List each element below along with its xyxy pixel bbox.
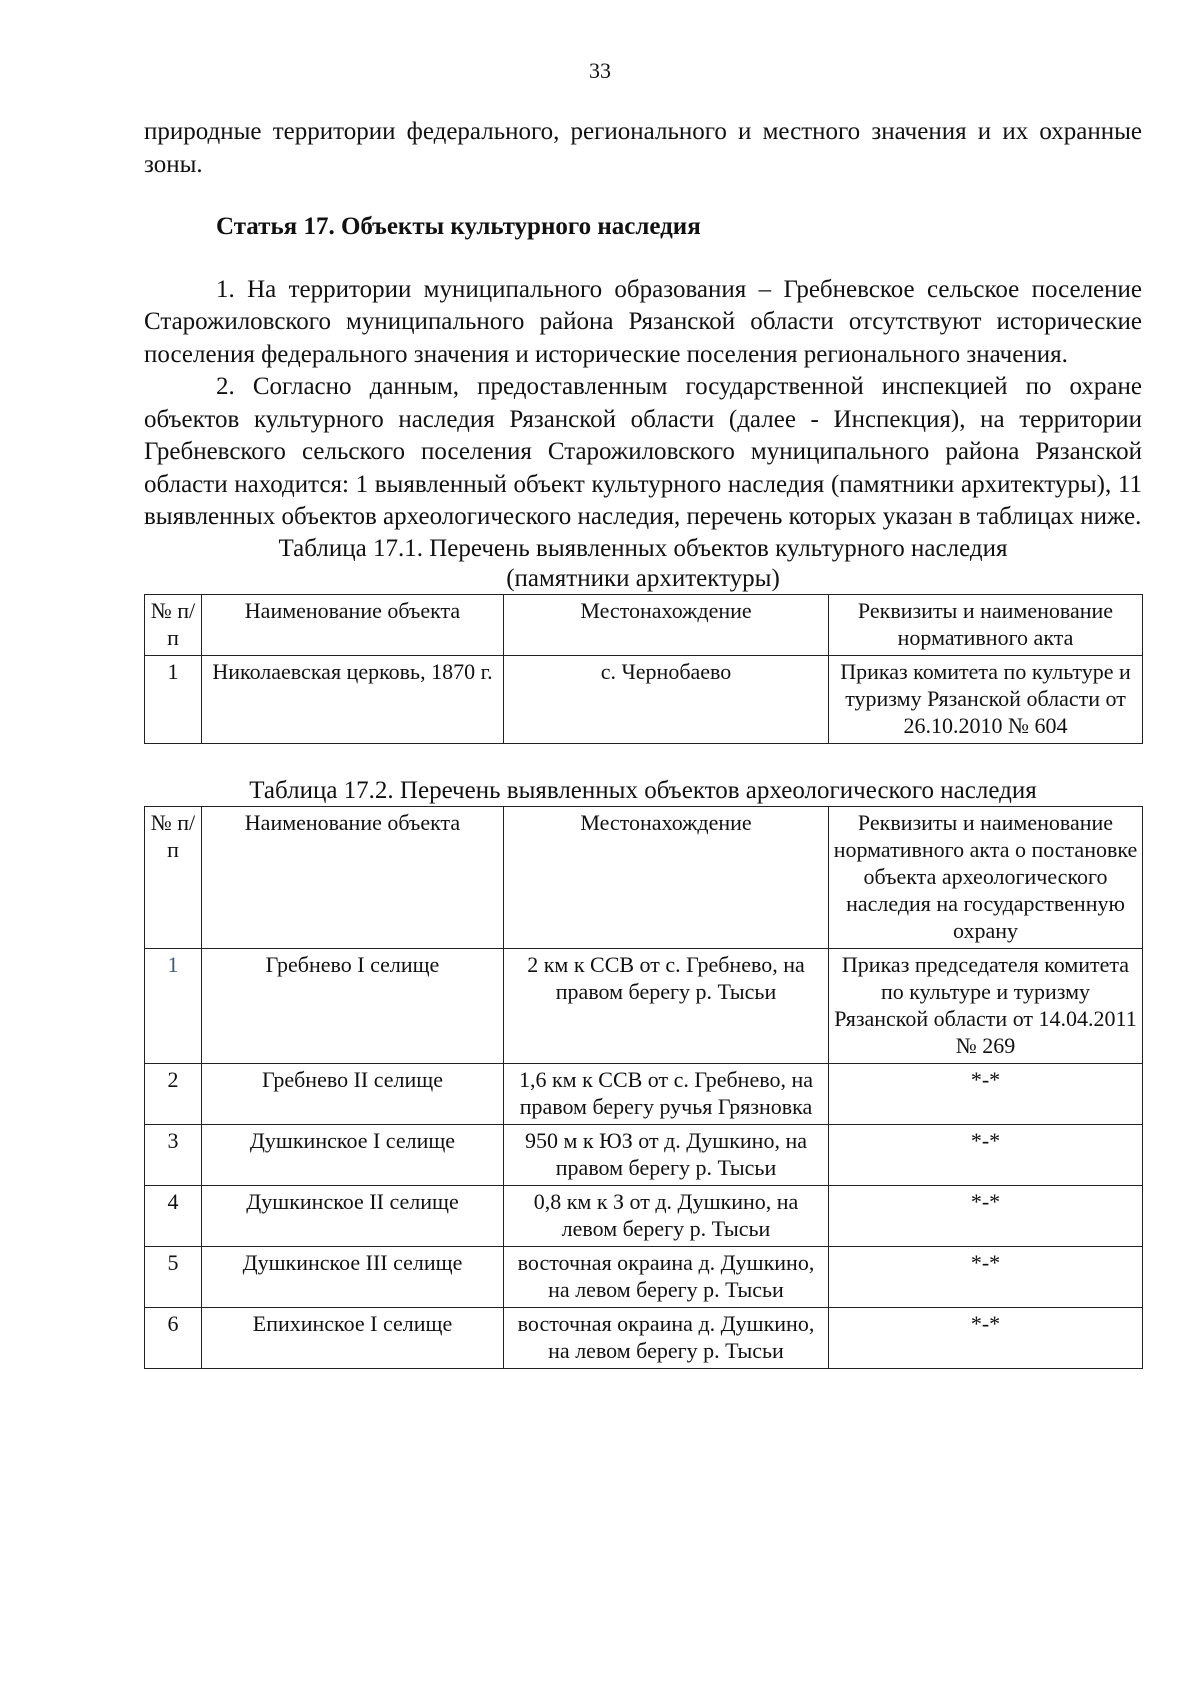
cell-number: 5 (145, 1246, 202, 1307)
cell-name: Душкинское II селище (202, 1185, 504, 1246)
table-archaeological-heritage (144, 806, 1143, 1369)
header-document: Реквизиты и наименование нормативного акта о постановке объекта археологического наследия на государственную охрану (829, 806, 1143, 948)
table-row (145, 1246, 1143, 1307)
cell-number: 1 (145, 655, 202, 743)
table-row (145, 1185, 1143, 1246)
cell-number: 6 (145, 1307, 202, 1368)
table-row (145, 655, 1143, 743)
page-content (144, 116, 1142, 1369)
table-header-row (145, 806, 1143, 948)
table-row (145, 948, 1143, 1063)
cell-name: Душкинское I селище (202, 1124, 504, 1185)
header-name: Наименование объекта (202, 806, 504, 948)
cell-location: 2 км к ССВ от с. Гребнево, на правом берегу р. Тысьи (504, 948, 829, 1063)
header-location: Местонахождение (504, 806, 829, 948)
table1-caption-sub: (памятники архитектуры) (506, 564, 780, 592)
paragraph-1: 1. На территории муниципального образования – Гребневское сельское поселение Старожиловского муниципального района Рязанской области отсутствуют исторические поселения федерального значения и исторические поселения регионального значения. (144, 275, 1142, 368)
table-row (145, 1063, 1143, 1124)
header-number: № п/п (145, 806, 202, 948)
cell-number: 3 (145, 1124, 202, 1185)
cell-name: Николаевская церковь, 1870 г. (202, 655, 504, 743)
table-architecture-monuments (144, 594, 1143, 744)
cell-number: 2 (145, 1063, 202, 1124)
cell-name: Гребнево I селище (202, 948, 504, 1063)
cell-location: восточная окраина д. Душкино, на левом берегу р. Тысьи (504, 1246, 829, 1307)
cell-location: с. Чернобаево (504, 655, 829, 743)
cell-location: 0,8 км к З от д. Душкино, на левом берегу р. Тысьи (504, 1185, 829, 1246)
cell-document: Приказ комитета по культуре и туризму Рязанской области от 26.10.2010 № 604 (829, 655, 1143, 743)
cell-document: *-* (829, 1246, 1143, 1307)
cell-document: *-* (829, 1124, 1143, 1185)
cell-document: *-* (829, 1185, 1143, 1246)
table-header-row (145, 594, 1143, 655)
cell-number: 4 (145, 1185, 202, 1246)
table-row (145, 1307, 1143, 1368)
table2-caption: Таблица 17.2. Перечень выявленных объектов археологического наследия (249, 776, 1037, 804)
cell-name: Душкинское III селище (202, 1246, 504, 1307)
page-number: 33 (589, 58, 611, 83)
paragraph-2: 2. Согласно данным, предоставленным государственной инспекцией по охране объектов культурного наследия Рязанской области (далее - Инспекция), на территории Гребневского сельского поселения Старожиловского муниципального района Рязанской области находится: 1 выявленный объект культурного наследия (памятники архитектуры), 11 выявленных объектов археологического наследия, перечень которых указан в таблицах ниже. (144, 373, 1142, 530)
cell-location: восточная окраина д. Душкино, на левом берегу р. Тысьи (504, 1307, 829, 1368)
intro-text: природные территории федерального, регионального и местного значения и их охранные зоны. (144, 118, 1142, 178)
cell-document: *-* (829, 1063, 1143, 1124)
table-row (145, 1124, 1143, 1185)
cell-name: Гребнево II селище (202, 1063, 504, 1124)
cell-location: 1,6 км к ССВ от с. Гребнево, на правом берегу ручья Грязновка (504, 1063, 829, 1124)
article-heading: Статья 17. Объекты культурного наследия (216, 213, 701, 240)
table1-caption: Таблица 17.1. Перечень выявленных объектов культурного наследия (278, 534, 1008, 562)
cell-document: Приказ председателя комитета по культуре и туризму Рязанской области от 14.04.2011 № 269 (829, 948, 1143, 1063)
cell-document: *-* (829, 1307, 1143, 1368)
header-location: Местонахождение (504, 594, 829, 655)
header-name: Наименование объекта (202, 594, 504, 655)
header-document: Реквизиты и наименование нормативного акта (829, 594, 1143, 655)
header-number: № п/п (145, 594, 202, 655)
cell-location: 950 м к ЮЗ от д. Душкино, на правом берегу р. Тысьи (504, 1124, 829, 1185)
cell-name: Епихинское I селище (202, 1307, 504, 1368)
cell-number: 1 (145, 948, 202, 1063)
